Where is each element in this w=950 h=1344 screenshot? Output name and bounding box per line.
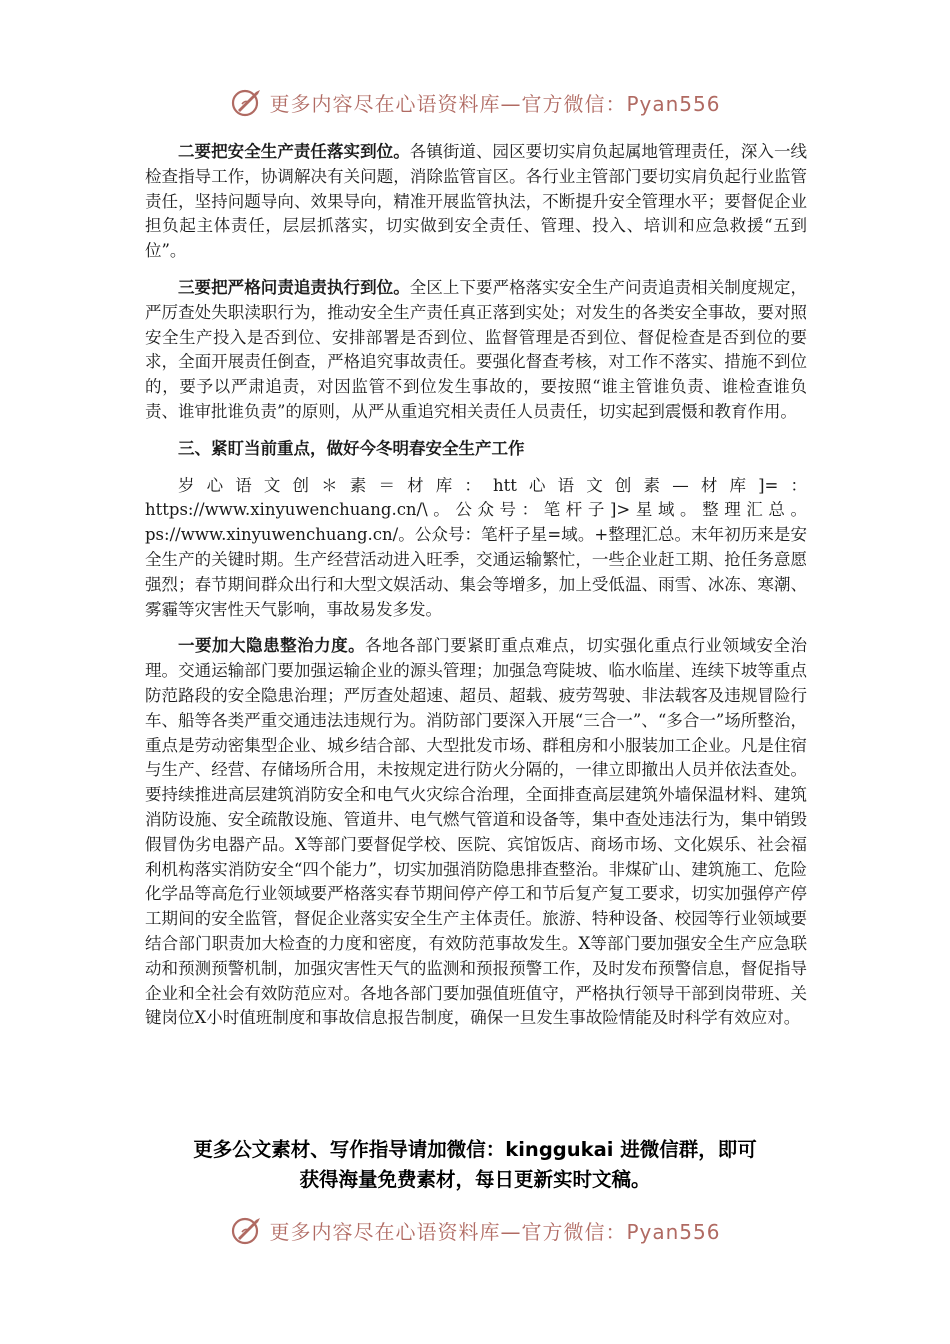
header-banner-text: 更多内容尽在心语资料库—官方微信：Pyan556	[269, 91, 721, 116]
footer-banner-text: 更多内容尽在心语资料库—官方微信：Pyan556	[269, 1219, 721, 1244]
paragraph-text: 各镇街道、园区要切实肩负起属地管理责任，深入一线检查指导工作，协调解决有关问题，消除监管盲区。各行业主管部门要切实肩负起行业监管责任，坚持问题导向、效果导向，精准开展监管执法，不断提升安全管理水平；要督促企业担负起主体责任，层层抓落实，切实做到安全责任、管理、投入、培训和应急救援“五到位”。	[145, 142, 808, 261]
paragraph-text: 全区上下要严格落实安全生产问责追责相关制度规定，严厉查处失职渎职行为，推动安全生产责任真正落到实处；对发生的各类安全事故，要对照安全生产投入是否到位、安排部署是否到位、监督管理是否到位、督促检查是否到位的要求，全面开展责任倒查，严格追究事故责任。要强化督查考核，对工作不落实、措施不到位的，要予以严肃追责，对因监管不到位发生事故的，要按照“谁主管谁负责、谁检查谁负责、谁审批谁负责”的原则，从严从重追究相关责任人员责任，切实起到震慑和教育作用。	[145, 277, 808, 421]
pen-logo-icon	[229, 1212, 265, 1248]
paragraph-lead: 一要加大隐患整治力度。	[178, 636, 366, 656]
paragraph-text: 各地各部门要紧盯重点难点，切实强化重点行业领域安全治理。交通运输部门要加强运输企业的源头管理；加强急弯陡坡、临水临崖、连续下坡等重点防范路段的安全隐患治理；严厉查处超速、超员、超载、疲劳驾驶、非法载客及违规冒险行车、船等各类严重交通违法违规行为。消防部门要深入开展“三合一”、“多合一”场所整治，重点是劳动密集型企业、城乡结合部、大型批发市场、群租房和小服装加工企业。凡是住宿与生产、经营、存储场所合用，未按规定进行防火分隔的，一律立即撤出人员并依法查处。要持续推进高层建筑消防安全和电气火灾综合治理，全面排查高层建筑外墙保温材料、建筑消防设施、安全疏散设施、管道井、电气燃气管道和设备等，集中查处违法行为，集中销毁假冒伪劣电器产品。X等部门要督促学校、医院、宾馆饭店、商场市场、文化娱乐、社会福利机构落实消防安全“四个能力”，切实加强消防隐患排查整治。非煤矿山、建筑施工、危险化学品等高危行业领域要严格落实春节期间停产停工和节后复产复工要求，切实加强停产停工期间的安全监管，督促企业落实安全生产主体责任。旅游、特种设备、校园等行业领域要结合部门职责加大检查的力度和密度，有效防范事故发生。X等部门要加强安全生产应急联动和预测预警机制，加强灾害性天气的监测和预报预警工作，及时发布预警信息，督促指导企业和全社会有效防范应对。各地各部门要加强值班值守，严格执行领导干部到岗带班、关键岗位X小时值班制度和事故信息报告制度，确保一旦发生事故险情能及时科学有效应对。	[145, 636, 808, 1028]
promo-notice	[140, 1135, 810, 1195]
paragraph-lead: 三要把严格问责追责执行到位。	[178, 277, 410, 297]
footer-banner	[0, 1210, 950, 1250]
paragraph-accountability	[145, 276, 807, 425]
pen-logo-icon	[229, 84, 265, 120]
promo-line-2: 获得海量免费素材，每日更新实时文稿。	[299, 1168, 651, 1191]
document-body	[145, 140, 807, 1043]
promo-line-1: 更多公文素材、写作指导请加微信：kinggukai 进微信群，即可	[193, 1138, 757, 1161]
paragraph-intro: 岁心语文创＊素＝材库：htt心语文创素—材库]=：https://www.xinyuwenchuang.cn/\。公众号：笔杆子]>星域。整理汇总。ps://www.xinyuwenchuang.cn/。公众号：笔杆子星=域。+整理汇总。末年初历来是安全生产的关键时期。生产经营活动进入旺季，交通运输繁忙，一些企业赶工期、抢任务意愿强烈；春节期间群众出行和大型文娱活动、集会等增多，加上受低温、雨雪、冰冻、寒潮、雾霾等灾害性天气影响，事故易发多发。	[145, 475, 807, 619]
paragraph-lead: 二要把安全生产责任落实到位。	[178, 142, 410, 161]
paragraph-responsibility	[145, 140, 807, 264]
header-banner	[0, 82, 950, 122]
section-heading: 三、紧盯当前重点，做好今冬明春安全生产工作	[178, 438, 525, 458]
paragraph-hazard	[145, 634, 807, 1031]
